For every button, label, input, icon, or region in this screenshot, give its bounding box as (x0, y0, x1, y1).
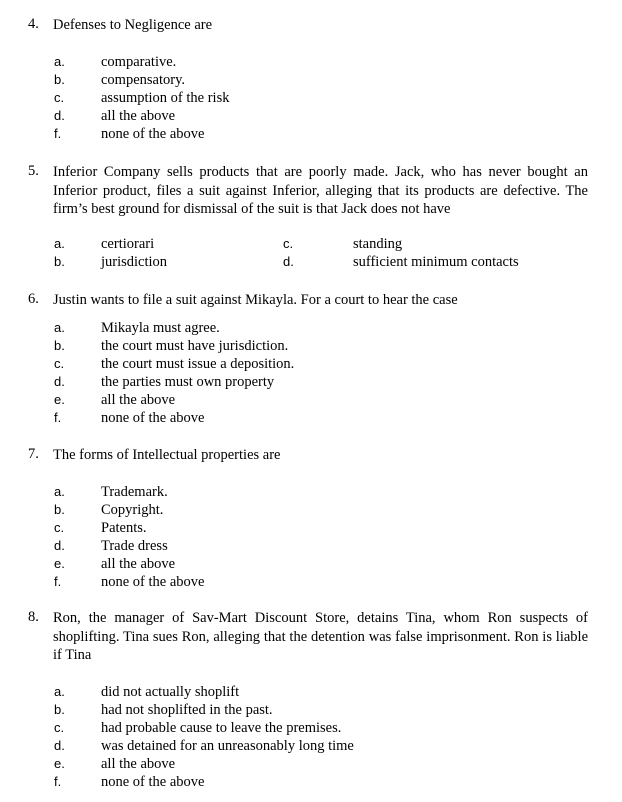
option-letter: f. (54, 774, 62, 790)
option-letter: c. (54, 719, 65, 735)
question-number: 6. (28, 291, 39, 307)
option-text: the court must have jurisdiction. (101, 337, 289, 354)
option-d[interactable] (28, 107, 588, 125)
option-c[interactable] (28, 355, 588, 373)
option-text: none of the above (101, 774, 205, 791)
option-letter: a. (54, 483, 65, 499)
options-list (28, 683, 588, 792)
question-number: 5. (28, 163, 39, 179)
option-letter: d. (54, 374, 65, 390)
option-letter-a: a. (54, 235, 65, 251)
option-letter: a. (54, 53, 65, 69)
option-text-b[interactable]: jurisdiction (101, 253, 168, 270)
option-letter: b. (54, 337, 65, 353)
question-text: Justin wants to file a suit against Mikayla. For a court to hear the case (53, 292, 458, 308)
option-letter: f. (54, 126, 62, 142)
option-text: the parties must own property (101, 374, 275, 391)
option-letter: d. (54, 538, 65, 554)
option-f[interactable] (28, 125, 588, 143)
option-text-a[interactable]: certiorari (101, 235, 155, 252)
option-text: none of the above (101, 126, 205, 143)
option-row-1 (28, 235, 588, 253)
option-letter-b: b. (54, 253, 65, 269)
option-c[interactable] (28, 89, 588, 107)
option-text: all the above (101, 392, 176, 409)
option-letter: b. (54, 501, 65, 517)
option-letter: b. (54, 71, 65, 87)
option-text: Mikayla must agree. (101, 319, 220, 336)
option-d[interactable] (28, 537, 588, 555)
option-text: assumption of the risk (101, 89, 230, 106)
option-e[interactable] (28, 555, 588, 573)
question-5 (28, 163, 588, 271)
option-text: the court must issue a deposition. (101, 355, 295, 372)
question-8 (28, 609, 588, 792)
question-6 (28, 291, 588, 428)
option-a[interactable] (28, 683, 588, 701)
option-letter: f. (54, 574, 62, 590)
question-text: Inferior Company sells products that are poorly made. Jack, who has never bought an Inferior product, files a suit against Inferior, alleging that its products are defective. The firm’s best ground for dismissal of the suit is that Jack does not have (53, 164, 588, 217)
option-row-2 (28, 253, 588, 271)
option-text: comparative. (101, 53, 177, 70)
option-e[interactable] (28, 391, 588, 409)
option-letter-d: d. (283, 253, 294, 269)
option-letter: d. (54, 108, 65, 124)
question-number: 8. (28, 609, 39, 625)
option-f[interactable] (28, 773, 588, 791)
option-b[interactable] (28, 701, 588, 719)
option-f[interactable] (28, 573, 588, 591)
question-7 (28, 446, 588, 592)
option-text: was detained for an unreasonably long time (101, 738, 354, 755)
question-number: 4. (28, 16, 39, 32)
option-letter: c. (54, 355, 65, 371)
option-b[interactable] (28, 501, 588, 519)
option-letter: c. (54, 89, 65, 105)
option-text: all the above (101, 556, 176, 573)
option-text: compensatory. (101, 71, 186, 88)
option-e[interactable] (28, 755, 588, 773)
options-list (28, 53, 588, 144)
option-letter: e. (54, 556, 65, 572)
option-letter-c: c. (283, 235, 294, 251)
option-letter: b. (54, 701, 65, 717)
option-d[interactable] (28, 737, 588, 755)
option-text: none of the above (101, 574, 205, 591)
option-text-d[interactable]: sufficient minimum contacts (353, 253, 519, 270)
question-number: 7. (28, 446, 39, 462)
option-f[interactable] (28, 409, 588, 427)
options-list (28, 319, 588, 428)
option-d[interactable] (28, 373, 588, 391)
option-letter: d. (54, 738, 65, 754)
option-letter: f. (54, 410, 62, 426)
options-list (28, 483, 588, 592)
option-text: all the above (101, 108, 176, 125)
option-a[interactable] (28, 483, 588, 501)
option-letter: a. (54, 319, 65, 335)
option-letter: c. (54, 519, 65, 535)
option-c[interactable] (28, 519, 588, 537)
option-text-c[interactable]: standing (353, 235, 403, 252)
option-text: Patents. (101, 519, 147, 536)
option-text: none of the above (101, 410, 205, 427)
option-b[interactable] (28, 337, 588, 355)
option-text: did not actually shoplift (101, 683, 240, 700)
option-c[interactable] (28, 719, 588, 737)
question-4 (28, 16, 588, 143)
option-a[interactable] (28, 319, 588, 337)
option-letter: e. (54, 392, 65, 408)
option-a[interactable] (28, 53, 588, 71)
question-text: Defenses to Negligence are (53, 17, 213, 33)
option-text: Trade dress (101, 538, 168, 555)
option-text: Copyright. (101, 501, 164, 518)
question-text: The forms of Intellectual properties are (53, 447, 281, 463)
option-text: Trademark. (101, 483, 168, 500)
option-text: all the above (101, 756, 176, 773)
option-text: had not shoplifted in the past. (101, 701, 273, 718)
option-letter: a. (54, 683, 65, 699)
options-list (28, 235, 588, 271)
question-text: Ron, the manager of Sav-Mart Discount Store, detains Tina, whom Ron suspects of shoplifting. Tina sues Ron, alleging that the detention was false imprisonment. Ron is liable if Tina (53, 610, 588, 663)
option-text: had probable cause to leave the premises. (101, 719, 342, 736)
option-letter: e. (54, 756, 65, 772)
option-b[interactable] (28, 71, 588, 89)
